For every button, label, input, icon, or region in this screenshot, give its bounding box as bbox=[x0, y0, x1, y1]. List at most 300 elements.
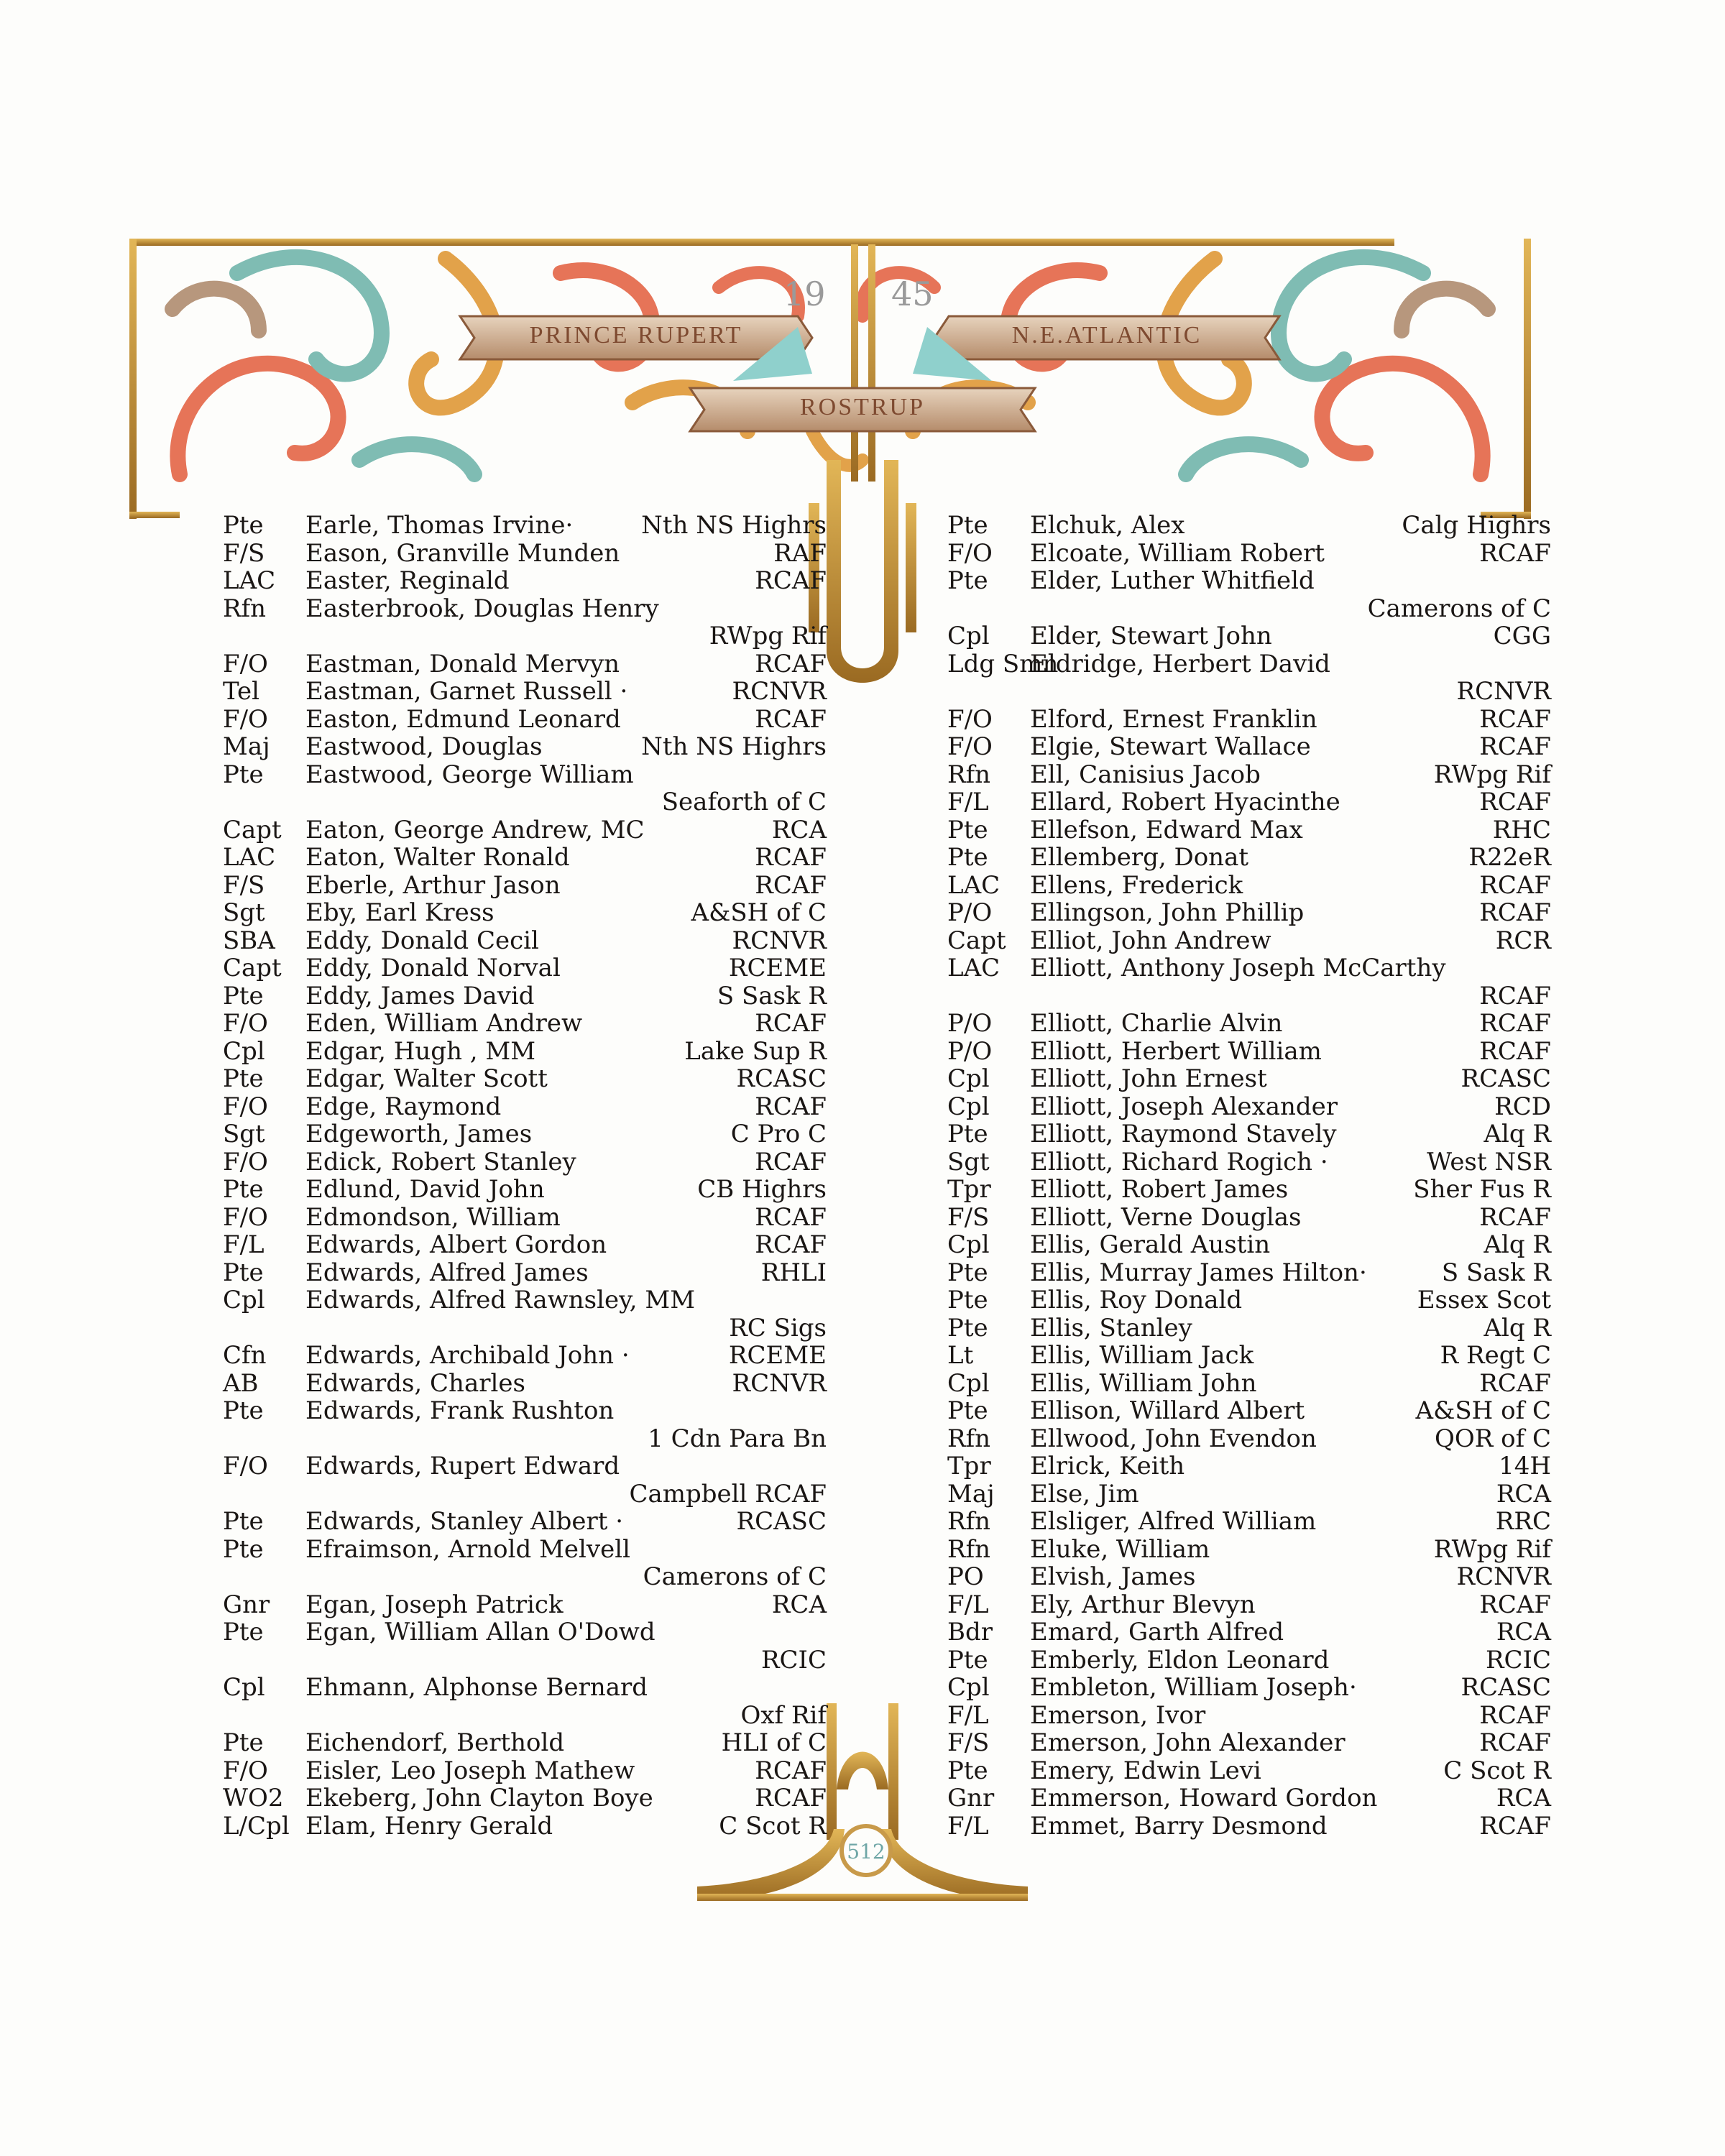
entry-name: Ellemberg, Donat bbox=[1030, 843, 1249, 872]
entry-rank: Pte bbox=[947, 1258, 988, 1287]
entry-name: Emmet, Barry Desmond bbox=[1030, 1811, 1328, 1841]
entry-name: Edgar, Hugh , MM bbox=[305, 1036, 536, 1066]
roll-entry bbox=[223, 595, 827, 650]
roll-entry bbox=[223, 982, 827, 1010]
entry-rank: Cpl bbox=[947, 1064, 990, 1093]
entry-name: Elam, Henry Gerald bbox=[305, 1811, 553, 1841]
roll-entry bbox=[223, 1120, 827, 1148]
entry-name: Eddy, Donald Norval bbox=[305, 954, 561, 982]
roll-entry bbox=[947, 1618, 1551, 1646]
roll-entry bbox=[223, 1618, 827, 1674]
entry-unit: RCAF bbox=[1479, 538, 1551, 568]
entry-rank: Pte bbox=[223, 981, 264, 1010]
roll-entry bbox=[223, 567, 827, 595]
entry-rank: F/L bbox=[947, 1700, 989, 1730]
entry-unit: RCAF bbox=[1479, 981, 1551, 1010]
roll-entry bbox=[947, 1065, 1551, 1093]
entry-name: Elliott, Richard Rogich · bbox=[1030, 1147, 1328, 1176]
entry-rank: Sgt bbox=[223, 898, 265, 927]
entry-rank: Cpl bbox=[223, 1673, 265, 1702]
roll-entry bbox=[947, 1148, 1551, 1176]
roll-entry bbox=[947, 1259, 1551, 1287]
entry-unit: S Sask R bbox=[1441, 1258, 1551, 1287]
entry-name: Edwards, Albert Gordon bbox=[305, 1230, 607, 1259]
roll-entry bbox=[947, 1646, 1551, 1674]
roll-entry bbox=[947, 1508, 1551, 1536]
entry-name: Egan, William Allan O'Dowd bbox=[305, 1618, 656, 1646]
entry-name: Elrick, Keith bbox=[1030, 1452, 1185, 1480]
entry-name: Egan, Joseph Patrick bbox=[305, 1590, 564, 1619]
entry-rank: Lt bbox=[947, 1341, 974, 1370]
entry-unit: RCAF bbox=[1479, 1728, 1551, 1757]
entry-name: Edmondson, William bbox=[305, 1202, 561, 1232]
entry-rank: Cpl bbox=[947, 1092, 990, 1121]
entry-name: Edlund, David John bbox=[305, 1175, 545, 1204]
entry-rank: Sgt bbox=[223, 1120, 265, 1148]
entry-name: Edwards, Frank Rushton bbox=[305, 1396, 615, 1425]
entry-unit: RWpg Rif bbox=[709, 622, 827, 650]
entry-rank: Maj bbox=[223, 732, 270, 761]
entry-name: Ellis, Murray James Hilton· bbox=[1030, 1258, 1367, 1287]
roll-entry bbox=[223, 872, 827, 900]
roll-entry bbox=[223, 899, 827, 927]
entry-rank: Tel bbox=[223, 677, 260, 706]
roll-entry bbox=[947, 1452, 1551, 1480]
entry-name: Elsliger, Alfred William bbox=[1030, 1507, 1317, 1536]
entry-unit: West NSR bbox=[1427, 1147, 1551, 1176]
roll-entry bbox=[947, 788, 1551, 816]
roll-entry bbox=[947, 1204, 1551, 1232]
entry-rank: AB bbox=[223, 1368, 259, 1398]
roll-entry bbox=[947, 1757, 1551, 1785]
entry-rank: F/S bbox=[947, 1728, 990, 1757]
entry-name: Easton, Edmund Leonard bbox=[305, 704, 621, 734]
entry-unit: RCIC bbox=[760, 1645, 827, 1674]
entry-unit: RWpg Rif bbox=[1433, 760, 1551, 789]
entry-unit: RCR bbox=[1495, 926, 1551, 955]
entry-name: Elliott, Anthony Joseph McCarthy bbox=[1030, 954, 1446, 982]
roll-entry bbox=[223, 954, 827, 982]
entry-unit: RCAF bbox=[755, 1147, 827, 1176]
entry-unit: QOR of C bbox=[1434, 1424, 1551, 1453]
roll-entry bbox=[947, 1591, 1551, 1619]
entry-unit: RCA bbox=[771, 1590, 827, 1619]
entry-name: Elgie, Stewart Wallace bbox=[1030, 732, 1311, 761]
entry-unit: RCD bbox=[1494, 1092, 1551, 1121]
entry-unit: RCNVR bbox=[732, 677, 827, 706]
roll-entry bbox=[947, 927, 1551, 955]
entry-name: Ell, Canisius Jacob bbox=[1030, 760, 1261, 789]
entry-rank: Gnr bbox=[947, 1784, 995, 1812]
entry-rank: Cpl bbox=[947, 1368, 990, 1398]
entry-unit: RCNVR bbox=[732, 1368, 827, 1398]
entry-name: Ellis, Gerald Austin bbox=[1030, 1230, 1271, 1259]
entry-unit: RCNVR bbox=[732, 926, 827, 955]
left-acanthus-scroll bbox=[172, 257, 748, 474]
entry-name: Ellingson, John Phillip bbox=[1030, 898, 1305, 927]
roll-entry bbox=[947, 1480, 1551, 1508]
roll-entry bbox=[223, 1342, 827, 1370]
entry-unit: A&SH of C bbox=[691, 898, 827, 927]
entry-unit: RCAF bbox=[1479, 1368, 1551, 1398]
entry-rank: Pte bbox=[223, 1258, 264, 1287]
banner-rostrup: ROSTRUP bbox=[799, 394, 926, 420]
entry-rank: Pte bbox=[947, 1120, 988, 1148]
roll-entry bbox=[947, 1812, 1551, 1841]
entry-name: Edwards, Alfred Rawnsley, MM bbox=[305, 1286, 696, 1314]
entry-unit: RCASC bbox=[1460, 1673, 1551, 1702]
entry-unit: Oxf Rif bbox=[740, 1700, 827, 1730]
entry-rank: F/O bbox=[947, 704, 993, 734]
roll-entry bbox=[223, 1093, 827, 1121]
entry-unit: RCAF bbox=[755, 870, 827, 900]
entry-unit: RCAF bbox=[755, 704, 827, 734]
roll-entry bbox=[947, 1286, 1551, 1314]
roll-entry bbox=[947, 540, 1551, 568]
entry-unit: Essex Scot bbox=[1417, 1286, 1551, 1314]
roll-entry bbox=[947, 761, 1551, 789]
entry-rank: P/O bbox=[947, 1009, 993, 1038]
entry-rank: Rfn bbox=[223, 594, 267, 623]
entry-unit: RCAF bbox=[1479, 788, 1551, 816]
entry-name: Eddy, James David bbox=[305, 981, 535, 1010]
right-gold-drop bbox=[1524, 239, 1531, 519]
entry-rank: Pte bbox=[947, 1396, 988, 1425]
entry-name: Easter, Reginald bbox=[305, 566, 510, 595]
entry-unit: RCAF bbox=[755, 1784, 827, 1812]
banner-ne-atlantic: N.E.ATLANTIC bbox=[1011, 322, 1202, 349]
entry-rank: PO bbox=[947, 1562, 984, 1591]
entry-unit: RRC bbox=[1495, 1507, 1551, 1536]
entry-unit: RCAF bbox=[755, 1092, 827, 1121]
entry-unit: Sher Fus R bbox=[1413, 1175, 1551, 1204]
entry-name: Ellis, Roy Donald bbox=[1030, 1286, 1243, 1314]
roll-entry bbox=[223, 844, 827, 872]
entry-unit: Seaforth of C bbox=[661, 788, 827, 816]
entry-name: Elliott, Robert James bbox=[1030, 1175, 1289, 1204]
entry-unit: RCAF bbox=[755, 566, 827, 595]
entry-unit: Alq R bbox=[1484, 1120, 1551, 1148]
roll-entry bbox=[223, 1370, 827, 1398]
entry-rank: Pte bbox=[947, 843, 988, 872]
entry-name: Elliot, John Andrew bbox=[1030, 926, 1271, 955]
entry-name: Elcoate, William Robert bbox=[1030, 538, 1325, 568]
entry-rank: F/L bbox=[947, 1811, 989, 1841]
entry-unit: RCAF bbox=[755, 1230, 827, 1259]
entry-unit: Nth NS Highrs bbox=[641, 732, 827, 761]
entry-name: Edwards, Archibald John · bbox=[305, 1341, 630, 1370]
entry-rank: F/L bbox=[947, 1590, 989, 1619]
entry-name: Ellens, Frederick bbox=[1030, 870, 1243, 900]
entry-rank: Pte bbox=[223, 1175, 264, 1204]
year-left: 19 bbox=[783, 275, 826, 313]
entry-unit: RCA bbox=[1496, 1618, 1551, 1646]
entry-unit: RCAF bbox=[1479, 732, 1551, 761]
entry-rank: F/O bbox=[947, 732, 993, 761]
entry-name: Eisler, Leo Joseph Mathew bbox=[305, 1756, 635, 1785]
entry-name: Easterbrook, Douglas Henry bbox=[305, 594, 659, 623]
entry-unit: RCNVR bbox=[1456, 677, 1551, 706]
entry-unit: RWpg Rif bbox=[1433, 1534, 1551, 1564]
entry-rank: Pte bbox=[223, 1396, 264, 1425]
entry-unit: RCAF bbox=[755, 1009, 827, 1038]
entry-rank: Rfn bbox=[947, 760, 991, 789]
roll-entry bbox=[223, 1065, 827, 1093]
entry-unit: 14H bbox=[1499, 1452, 1551, 1480]
entry-name: Ellefson, Edward Max bbox=[1030, 815, 1303, 844]
entry-name: Elford, Ernest Franklin bbox=[1030, 704, 1317, 734]
entry-unit: RHLI bbox=[760, 1258, 827, 1287]
roll-entry bbox=[947, 1010, 1551, 1038]
entry-unit: C Scot R bbox=[1443, 1756, 1551, 1785]
entry-rank: Maj bbox=[947, 1479, 995, 1508]
entry-unit: RCAF bbox=[1479, 1811, 1551, 1841]
roll-entry bbox=[947, 1314, 1551, 1342]
entry-unit: RCAF bbox=[755, 1202, 827, 1232]
roll-entry bbox=[223, 1176, 827, 1204]
roll-entry bbox=[223, 1784, 827, 1812]
entry-name: Ely, Arthur Blevyn bbox=[1030, 1590, 1256, 1619]
roll-entry bbox=[947, 1729, 1551, 1757]
roll-entry bbox=[223, 1812, 827, 1841]
entry-rank: F/O bbox=[223, 649, 268, 678]
right-column-roll bbox=[947, 512, 1551, 1840]
entry-name: Edick, Robert Stanley bbox=[305, 1147, 576, 1176]
entry-rank: L/Cpl bbox=[223, 1811, 290, 1841]
entry-rank: LAC bbox=[223, 843, 276, 872]
entry-rank: Gnr bbox=[223, 1590, 270, 1619]
year-right: 45 bbox=[891, 275, 934, 313]
entry-name: Eastwood, George William bbox=[305, 760, 634, 789]
entry-name: Eaton, Walter Ronald bbox=[305, 843, 570, 872]
entry-name: Eden, William Andrew bbox=[305, 1009, 583, 1038]
entry-rank: Pte bbox=[223, 760, 264, 789]
entry-unit: CB Highrs bbox=[697, 1175, 827, 1204]
roll-entry bbox=[947, 1425, 1551, 1453]
entry-rank: Tpr bbox=[947, 1452, 991, 1480]
entry-unit: RCAF bbox=[755, 843, 827, 872]
entry-unit: C Pro C bbox=[730, 1120, 827, 1148]
entry-name: Eason, Granville Munden bbox=[305, 538, 620, 568]
roll-entry bbox=[947, 512, 1551, 540]
entry-rank: F/S bbox=[223, 538, 265, 568]
entry-rank: Pte bbox=[947, 1756, 988, 1785]
entry-name: Earle, Thomas Irvine· bbox=[305, 511, 574, 540]
entry-name: Eluke, William bbox=[1030, 1534, 1210, 1564]
entry-rank: Sgt bbox=[947, 1147, 990, 1176]
roll-entry bbox=[947, 1038, 1551, 1066]
roll-entry bbox=[947, 1231, 1551, 1259]
entry-rank: WO2 bbox=[223, 1784, 284, 1812]
entry-rank: LAC bbox=[947, 870, 1000, 900]
entry-unit: RCAF bbox=[755, 1756, 827, 1785]
entry-unit: RCAF bbox=[1479, 870, 1551, 900]
entry-unit: RCAF bbox=[1479, 898, 1551, 927]
roll-entry bbox=[223, 1010, 827, 1038]
roll-entry bbox=[947, 567, 1551, 622]
entry-unit: RCAF bbox=[755, 649, 827, 678]
entry-name: Elder, Luther Whitfield bbox=[1030, 566, 1315, 595]
roll-entry bbox=[223, 1231, 827, 1259]
roll-entry bbox=[223, 816, 827, 844]
roll-entry bbox=[223, 1674, 827, 1729]
entry-rank: Pte bbox=[947, 1286, 988, 1314]
roll-entry bbox=[223, 1397, 827, 1452]
entry-unit: Alq R bbox=[1484, 1230, 1551, 1259]
entry-rank: Pte bbox=[947, 1645, 988, 1674]
entry-rank: SBA bbox=[223, 926, 275, 955]
entry-rank: Pte bbox=[223, 1507, 264, 1536]
entry-unit: RCAF bbox=[1479, 1700, 1551, 1730]
roll-entry bbox=[223, 1729, 827, 1757]
entry-unit: R22eR bbox=[1468, 843, 1551, 872]
entry-rank: Cpl bbox=[223, 1036, 265, 1066]
entry-rank: Pte bbox=[223, 1064, 264, 1093]
roll-entry bbox=[947, 1674, 1551, 1702]
roll-entry bbox=[947, 706, 1551, 734]
entry-unit: RCAF bbox=[1479, 1590, 1551, 1619]
entry-rank: F/O bbox=[947, 538, 993, 568]
entry-name: Ellis, William John bbox=[1030, 1368, 1257, 1398]
entry-rank: Capt bbox=[223, 815, 282, 844]
roll-entry bbox=[947, 1563, 1551, 1591]
entry-name: Emberly, Eldon Leonard bbox=[1030, 1645, 1330, 1674]
entry-unit: RCAF bbox=[1479, 1009, 1551, 1038]
entry-name: Eby, Earl Kress bbox=[305, 898, 494, 927]
entry-name: Elliott, John Ernest bbox=[1030, 1064, 1267, 1093]
roll-entry bbox=[947, 816, 1551, 844]
entry-unit: Camerons of C bbox=[1367, 594, 1551, 623]
roll-entry bbox=[947, 844, 1551, 872]
entry-name: Elliott, Herbert William bbox=[1030, 1036, 1322, 1066]
entry-unit: Campbell RCAF bbox=[629, 1479, 827, 1508]
entry-name: Elliott, Charlie Alvin bbox=[1030, 1009, 1283, 1038]
entry-name: Else, Jim bbox=[1030, 1479, 1139, 1508]
entry-unit: RHC bbox=[1492, 815, 1551, 844]
roll-entry bbox=[947, 1397, 1551, 1425]
entry-name: Edwards, Stanley Albert · bbox=[305, 1507, 624, 1536]
entry-name: Ellard, Robert Hyacinthe bbox=[1030, 788, 1340, 816]
entry-name: Ellis, William Jack bbox=[1030, 1341, 1254, 1370]
entry-rank: Rfn bbox=[947, 1507, 991, 1536]
roll-entry bbox=[223, 540, 827, 568]
roll-entry bbox=[223, 1148, 827, 1176]
roll-entry bbox=[947, 1176, 1551, 1204]
entry-name: Ellwood, John Evendon bbox=[1030, 1424, 1317, 1453]
entry-name: Emmerson, Howard Gordon bbox=[1030, 1784, 1378, 1812]
page-number: 512 bbox=[847, 1840, 886, 1864]
entry-rank: Tpr bbox=[947, 1175, 991, 1204]
entry-rank: F/O bbox=[223, 1202, 268, 1232]
entry-rank: Ldg Smn bbox=[947, 649, 1059, 678]
entry-rank: Rfn bbox=[947, 1424, 991, 1453]
entry-rank: P/O bbox=[947, 898, 993, 927]
roll-entry bbox=[223, 1286, 827, 1342]
roll-entry bbox=[223, 1591, 827, 1619]
entry-name: Elvish, James bbox=[1030, 1562, 1196, 1591]
entry-rank: Cfn bbox=[223, 1341, 267, 1370]
left-gold-drop bbox=[129, 239, 137, 519]
entry-unit: Camerons of C bbox=[643, 1562, 827, 1591]
entry-unit: RCASC bbox=[736, 1507, 827, 1536]
roll-entry bbox=[947, 1342, 1551, 1370]
entry-rank: F/O bbox=[223, 1452, 268, 1480]
entry-unit: RCIC bbox=[1485, 1645, 1551, 1674]
entry-rank: F/O bbox=[223, 1756, 268, 1785]
entry-rank: LAC bbox=[223, 566, 276, 595]
entry-rank: F/L bbox=[223, 1230, 264, 1259]
roll-entry bbox=[223, 1757, 827, 1785]
entry-unit: C Scot R bbox=[719, 1811, 827, 1841]
roll-entry bbox=[223, 761, 827, 816]
roll-entry bbox=[223, 1452, 827, 1508]
roll-entry bbox=[223, 1508, 827, 1536]
entry-rank: P/O bbox=[947, 1036, 993, 1066]
entry-rank: F/S bbox=[223, 870, 265, 900]
entry-rank: LAC bbox=[947, 954, 1000, 982]
entry-rank: Pte bbox=[223, 1534, 264, 1564]
left-column-roll bbox=[223, 512, 827, 1840]
entry-rank: Cpl bbox=[947, 1673, 990, 1702]
entry-name: Ellis, Stanley bbox=[1030, 1313, 1192, 1342]
entry-rank: F/S bbox=[947, 1202, 990, 1232]
roll-entry bbox=[223, 1038, 827, 1066]
entry-unit: Lake Sup R bbox=[684, 1036, 827, 1066]
entry-name: Elliott, Raymond Stavely bbox=[1030, 1120, 1337, 1148]
entry-unit: RCA bbox=[1496, 1479, 1551, 1508]
entry-rank: F/O bbox=[223, 1147, 268, 1176]
entry-unit: RCAF bbox=[1479, 704, 1551, 734]
entry-name: Elliott, Verne Douglas bbox=[1030, 1202, 1302, 1232]
entry-name: Elliott, Joseph Alexander bbox=[1030, 1092, 1338, 1121]
top-gold-rule bbox=[129, 239, 1394, 246]
entry-name: Ellison, Willard Albert bbox=[1030, 1396, 1305, 1425]
right-acanthus-scroll bbox=[913, 257, 1488, 474]
roll-entry bbox=[223, 678, 827, 706]
entry-unit: CGG bbox=[1493, 622, 1551, 650]
roll-entry bbox=[223, 650, 827, 678]
entry-rank: Bdr bbox=[947, 1618, 993, 1646]
roll-entry bbox=[947, 1784, 1551, 1812]
entry-rank: F/O bbox=[223, 704, 268, 734]
roll-entry bbox=[947, 622, 1551, 650]
entry-rank: Pte bbox=[223, 1618, 264, 1646]
roll-entry bbox=[223, 1204, 827, 1232]
entry-name: Eastman, Garnet Russell · bbox=[305, 677, 628, 706]
entry-unit: S Sask R bbox=[717, 981, 827, 1010]
roll-entry bbox=[947, 1370, 1551, 1398]
entry-rank: Capt bbox=[223, 954, 282, 982]
entry-unit: Nth NS Highrs bbox=[641, 511, 827, 540]
entry-name: Emery, Edwin Levi bbox=[1030, 1756, 1261, 1785]
entry-unit: A&SH of C bbox=[1415, 1396, 1551, 1425]
entry-unit: RCASC bbox=[736, 1064, 827, 1093]
roll-entry bbox=[223, 512, 827, 540]
roll-entry bbox=[223, 706, 827, 734]
entry-name: Edgeworth, James bbox=[305, 1120, 533, 1148]
entry-unit: RCEME bbox=[728, 1341, 827, 1370]
entry-name: Emard, Garth Alfred bbox=[1030, 1618, 1284, 1646]
entry-name: Eddy, Donald Cecil bbox=[305, 926, 539, 955]
entry-unit: RCA bbox=[1496, 1784, 1551, 1812]
entry-rank: Pte bbox=[947, 511, 988, 540]
entry-name: Emerson, John Alexander bbox=[1030, 1728, 1346, 1757]
roll-entry bbox=[947, 1120, 1551, 1148]
entry-name: Elder, Stewart John bbox=[1030, 622, 1272, 650]
entry-name: Edwards, Alfred James bbox=[305, 1258, 589, 1287]
entry-rank: Pte bbox=[947, 815, 988, 844]
entry-name: Emerson, Ivor bbox=[1030, 1700, 1206, 1730]
